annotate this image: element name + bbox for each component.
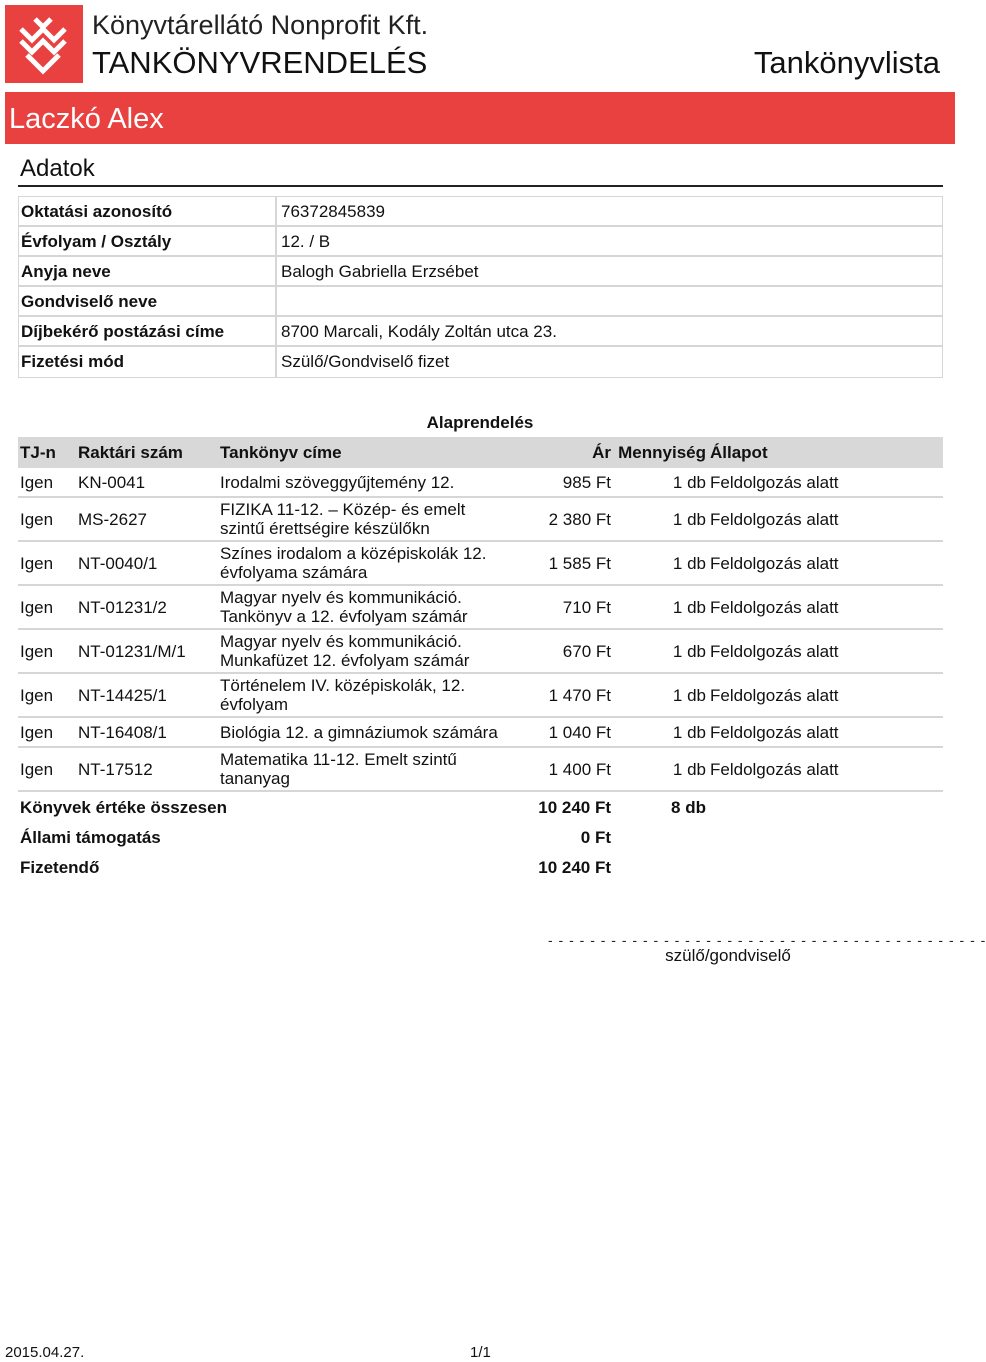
cell-code: NT-01231/M/1 xyxy=(78,641,186,661)
cell-status: Feldolgozás alatt xyxy=(710,759,839,779)
details-row xyxy=(19,227,942,257)
details-row xyxy=(19,347,942,377)
header-title: Tankönyv címe xyxy=(220,443,342,462)
cell-code: NT-17512 xyxy=(78,759,153,779)
logo-mark xyxy=(5,5,83,83)
cell-price: 1 400 Ft xyxy=(548,759,611,779)
details-value xyxy=(277,287,942,315)
cell-status: Feldolgozás alatt xyxy=(710,722,839,742)
cell-tj: Igen xyxy=(20,597,54,617)
cell-code: NT-0040/1 xyxy=(78,553,158,573)
cell-qty: 1 db xyxy=(672,641,706,661)
footer-date: 2015.04.27. xyxy=(5,1344,85,1361)
details-row xyxy=(19,317,942,347)
subsidy-row xyxy=(18,823,943,853)
cell-title: Magyar nyelv és kommunikáció. Tankönyv a 12. évfolyam számár xyxy=(220,588,468,626)
cell-status: Feldolgozás alatt xyxy=(710,553,839,573)
signature-line: - - - - - - - - - - - - - - - - - - - - - - - - - - - - - - - - - - - - - - - - - - xyxy=(548,932,986,948)
table-row xyxy=(18,630,943,674)
cell-price: 710 Ft xyxy=(562,597,611,617)
cell-title: Színes irodalom a középiskolák 12. évfolyama számára xyxy=(220,544,487,582)
cell-status: Feldolgozás alatt xyxy=(710,597,839,617)
order-section-title: Alaprendelés xyxy=(426,413,534,432)
cell-code: NT-14425/1 xyxy=(78,685,167,705)
cell-tj: Igen xyxy=(20,641,54,661)
cell-price: 670 Ft xyxy=(562,641,611,661)
cell-qty: 1 db xyxy=(672,509,706,529)
cell-tj: Igen xyxy=(20,472,54,492)
cell-status: Feldolgozás alatt xyxy=(710,509,839,529)
student-name: Laczkó Alex xyxy=(9,103,164,135)
document-type: TANKÖNYVRENDELÉS xyxy=(92,45,428,80)
cell-tj: Igen xyxy=(20,722,54,742)
cell-price: 1 040 Ft xyxy=(548,722,611,742)
subsidy-value: 0 Ft xyxy=(580,828,611,847)
table-row xyxy=(18,586,943,630)
cell-title: FIZIKA 11-12. – Közép- és emelt szintű érettségire készülőkn xyxy=(220,500,466,538)
header-price: Ár xyxy=(592,443,611,462)
table-row xyxy=(18,498,943,542)
section-divider xyxy=(18,185,943,187)
cell-code: KN-0041 xyxy=(78,472,146,492)
organization-name: Könyvtárellátó Nonprofit Kft. xyxy=(92,10,429,40)
cell-code: MS-2627 xyxy=(78,509,147,529)
details-label: Gondviselő neve xyxy=(19,287,277,315)
totals-block xyxy=(18,793,943,883)
table-row xyxy=(18,674,943,718)
cell-tj: Igen xyxy=(20,759,54,779)
student-name-bar xyxy=(5,92,955,144)
order-table xyxy=(18,437,943,792)
table-row xyxy=(18,748,943,792)
details-label: Anyja neve xyxy=(19,257,277,285)
header-code: Raktári szám xyxy=(78,443,183,462)
details-label: Évfolyam / Osztály xyxy=(19,227,277,255)
cell-title: Matematika 11-12. Emelt szintű tananyag xyxy=(220,750,457,788)
cell-code: NT-16408/1 xyxy=(78,722,167,742)
subsidy-label: Állami támogatás xyxy=(20,828,161,847)
cell-qty: 1 db xyxy=(672,722,706,742)
details-value: Szülő/Gondviselő fizet xyxy=(281,352,450,371)
details-value: 76372845839 xyxy=(281,202,386,221)
cell-qty: 1 db xyxy=(672,553,706,573)
list-title: Tankönyvlista xyxy=(753,45,940,80)
details-row xyxy=(19,257,942,287)
header-status: Állapot xyxy=(710,443,768,462)
payable-row xyxy=(18,853,943,883)
cell-price: 1 585 Ft xyxy=(548,553,611,573)
books-total-qty: 8 db xyxy=(671,798,706,817)
details-label: Oktatási azonosító xyxy=(19,197,277,225)
cell-qty: 1 db xyxy=(672,685,706,705)
page-number: 1/1 xyxy=(470,1344,491,1361)
cell-title: Történelem IV. középiskolák, 12. évfolyam xyxy=(220,676,466,714)
cell-status: Feldolgozás alatt xyxy=(710,685,839,705)
cell-title: Magyar nyelv és kommunikáció. Munkafüzet 12. évfolyam számár xyxy=(220,632,470,670)
cell-qty: 1 db xyxy=(672,759,706,779)
cell-qty: 1 db xyxy=(672,597,706,617)
details-section-title: Adatok xyxy=(20,155,95,182)
cell-qty: 1 db xyxy=(672,472,706,492)
books-total-value: 10 240 Ft xyxy=(538,798,611,817)
payable-value: 10 240 Ft xyxy=(538,858,611,877)
cell-tj: Igen xyxy=(20,685,54,705)
cell-tj: Igen xyxy=(20,553,54,573)
table-row xyxy=(18,542,943,586)
cell-title: Biológia 12. a gimnáziumok számára xyxy=(220,722,498,742)
table-row xyxy=(18,468,943,498)
header-qty: Mennyiség xyxy=(618,443,706,462)
books-total-label: Könyvek értéke összesen xyxy=(20,798,227,817)
details-label: Fizetési mód xyxy=(19,347,277,377)
details-label: Díjbekérő postázási címe xyxy=(19,317,277,345)
cell-tj: Igen xyxy=(20,509,54,529)
details-row xyxy=(19,287,942,317)
details-row xyxy=(19,197,942,227)
payable-label: Fizetendő xyxy=(20,858,100,877)
details-table xyxy=(18,196,943,378)
kello-logo-icon xyxy=(5,5,83,83)
details-value: Balogh Gabriella Erzsébet xyxy=(281,262,479,281)
cell-title: Irodalmi szöveggyűjtemény 12. xyxy=(220,472,455,492)
cell-status: Feldolgozás alatt xyxy=(710,641,839,661)
header-tj: TJ-n xyxy=(20,443,56,462)
cell-status: Feldolgozás alatt xyxy=(710,472,839,492)
cell-price: 2 380 Ft xyxy=(548,509,611,529)
order-header-row xyxy=(18,437,943,468)
cell-price: 985 Ft xyxy=(562,472,611,492)
cell-price: 1 470 Ft xyxy=(548,685,611,705)
details-value: 8700 Marcali, Kodály Zoltán utca 23. xyxy=(281,322,557,341)
cell-code: NT-01231/2 xyxy=(78,597,167,617)
signature-label: szülő/gondviselő xyxy=(665,946,791,965)
details-value: 12. / B xyxy=(281,232,331,251)
table-row xyxy=(18,718,943,748)
books-total-row xyxy=(18,793,943,823)
